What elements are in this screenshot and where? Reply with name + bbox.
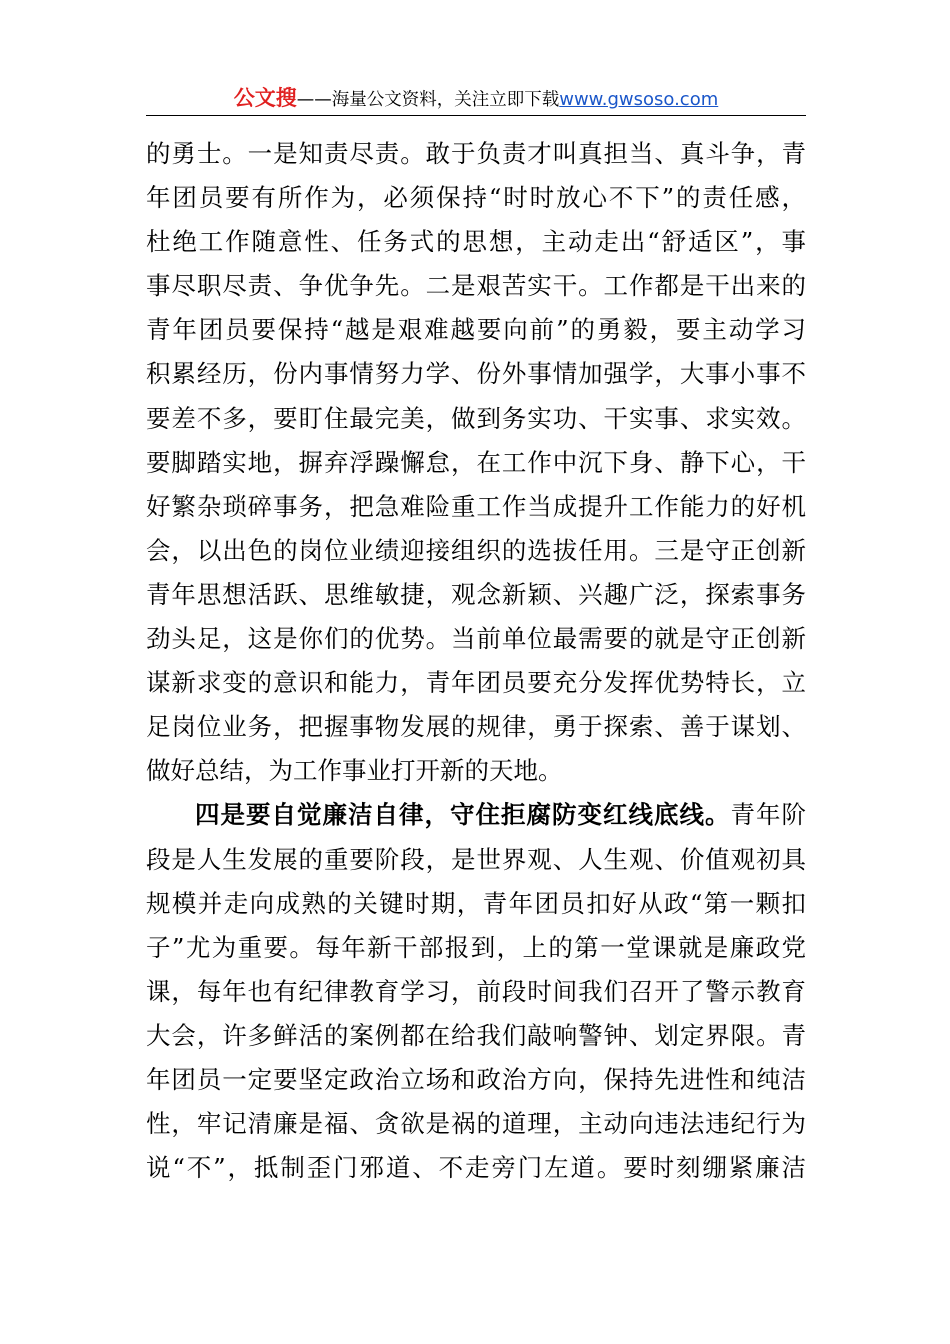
text-line: 谋新求变的意识和能力，青年团员要充分发挥优势特长，立 — [146, 668, 806, 698]
paragraph-heading: 四是要自觉廉洁自律，守住拒腐防变红线底线。 — [195, 800, 731, 830]
text-line: 事尽职尽责、争优争先。二是艰苦实干。工作都是干出来的 — [146, 271, 806, 301]
header-divider — [146, 115, 806, 116]
text-line: 性，牢记清廉是福、贪欲是祸的道理，主动向违法违纪行为 — [146, 1109, 806, 1139]
text-line: 课，每年也有纪律教育学习，前段时间我们召开了警示教育 — [146, 976, 806, 1006]
text-line: 要差不多，要盯住最完美，做到务实功、干实事、求实效。 — [146, 403, 806, 433]
text-line: 积累经历，份内事情努力学、份外事情加强学，大事小事不 — [146, 359, 806, 389]
text-line: 会，以出色的岗位业绩迎接组织的选拔任用。三是守正创新 — [146, 535, 806, 565]
text-line: 大会，许多鲜活的案例都在给我们敲响警钟、划定界限。青 — [146, 1020, 806, 1050]
text-line: 段是人生发展的重要阶段，是世界观、人生观、价值观初具 — [146, 844, 806, 874]
text-line: 足岗位业务，把握事物发展的规律，勇于探索、善于谋划、 — [146, 712, 806, 742]
document-body — [146, 132, 806, 1190]
page-header — [146, 84, 806, 112]
text-line: 好繁杂琐碎事务，把急难险重工作当成提升工作能力的好机 — [146, 491, 806, 521]
text-line: 要脚踏实地，摒弃浮躁懈怠，在工作中沉下身、静下心，干 — [146, 447, 806, 477]
text-line: 规模并走向成熟的关键时期，青年团员扣好从政“第一颗扣 — [146, 888, 806, 918]
text-line: 青年团员要保持“越是艰难越要向前”的勇毅，要主动学习 — [146, 315, 806, 345]
text-line: 杜绝工作随意性、任务式的思想，主动走出“舒适区”，事 — [146, 227, 806, 257]
text-line: 年团员要有所作为，必须保持“时时放心不下”的责任感， — [146, 183, 806, 213]
paragraph-2 — [146, 793, 806, 1190]
text-line: 说“不”，抵制歪门邪道、不走旁门左道。要时刻绷紧廉洁 — [146, 1153, 806, 1183]
text-line: 劲头足，这是你们的优势。当前单位最需要的就是守正创新 — [146, 624, 806, 654]
paragraph-1 — [146, 132, 806, 793]
text-line: 做好总结，为工作事业打开新的天地。 — [146, 756, 563, 786]
text-line: 年团员一定要坚定政治立场和政治方向，保持先进性和纯洁 — [146, 1064, 806, 1094]
site-link[interactable]: www.gwsoso.com — [559, 89, 719, 110]
brand-name: 公文搜 — [233, 86, 297, 110]
text-line: 的勇士。一是知责尽责。敢于负责才叫真担当、真斗争，青 — [146, 139, 806, 168]
text-line: 子”尤为重要。每年新干部报到，上的第一堂课就是廉政党 — [146, 932, 806, 962]
text-line: 青年思想活跃、思维敏捷，观念新颖、兴趣广泛，探索事务 — [146, 579, 806, 609]
header-tagline: ——海量公文资料，关注立即下载 — [296, 90, 560, 110]
text-line — [146, 793, 806, 837]
heading-continuation: 青年阶 — [730, 800, 806, 830]
